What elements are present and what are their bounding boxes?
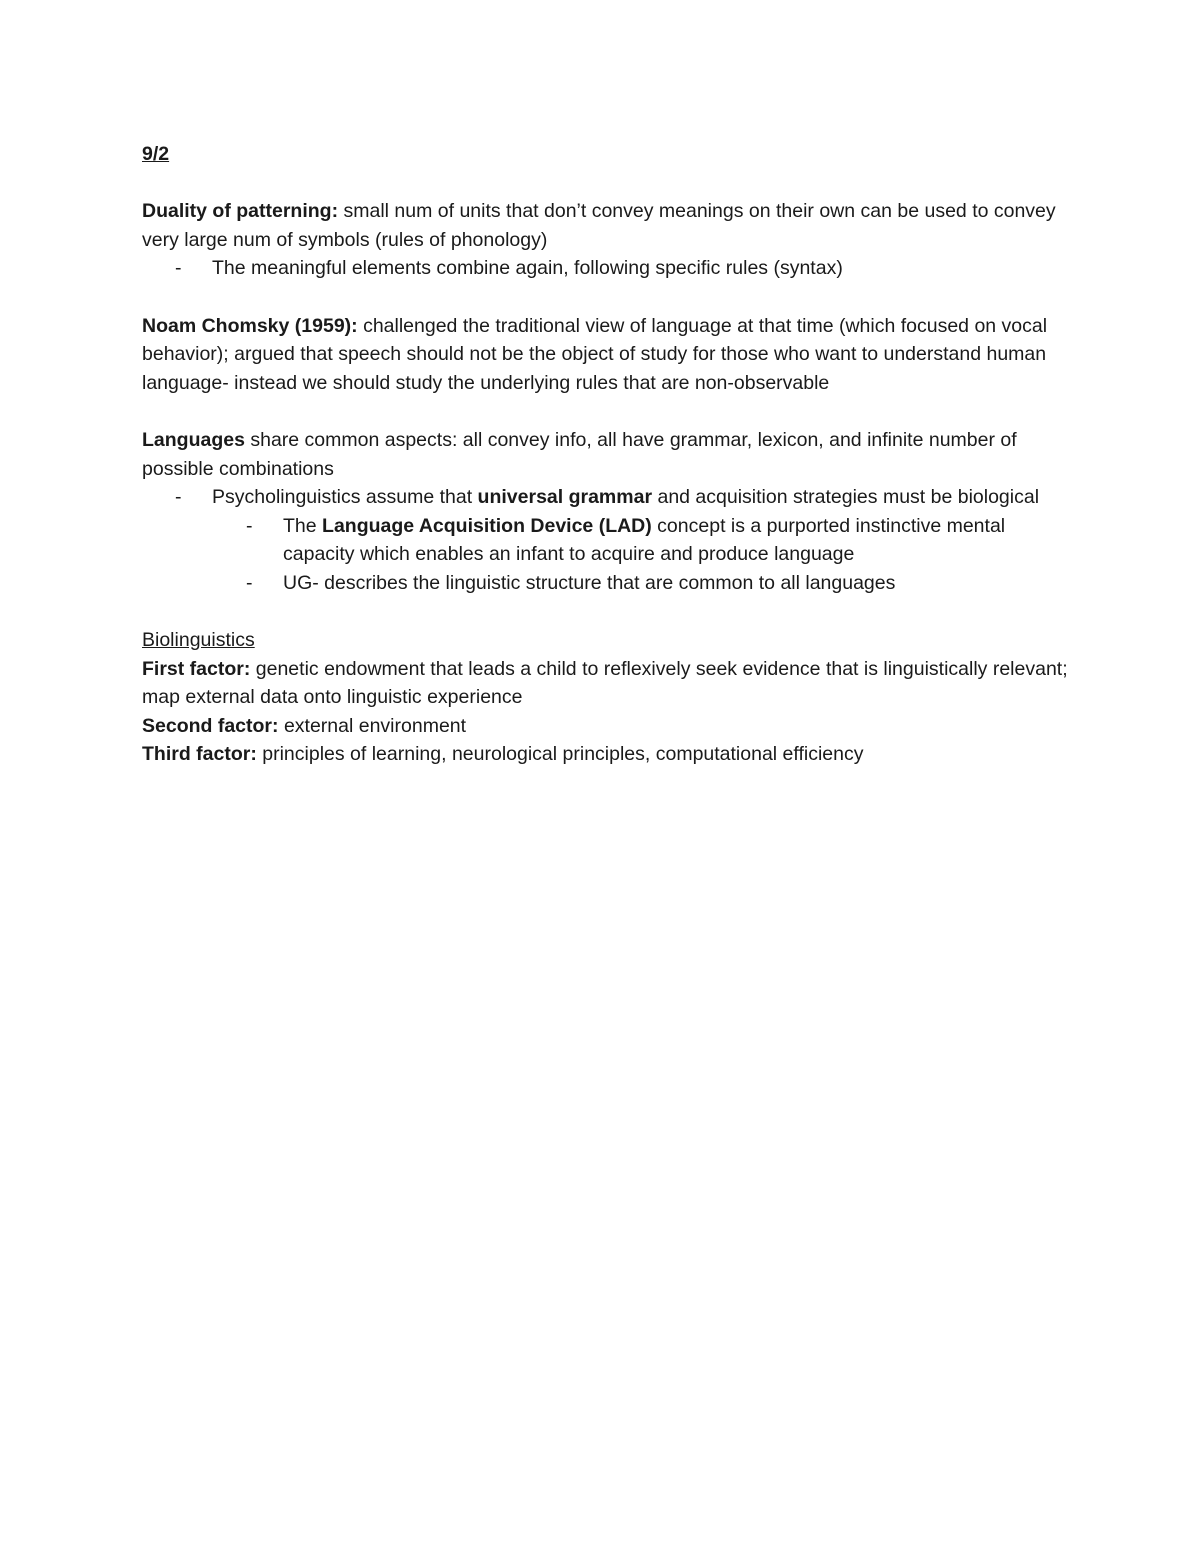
chomsky-term: Noam Chomsky (1959):: [142, 314, 358, 337]
languages-term: Languages: [142, 428, 245, 451]
languages-list: [142, 483, 1072, 597]
duality-text: small num of units that don’t convey meanings on their own can be used to convey very large num of symbols (rules of phonology): [142, 200, 1056, 251]
duality-sub-text: The meaningful elements combine again, following specific rules (syntax): [212, 257, 843, 280]
languages-sub1-pre: Psycholinguistics assume that: [212, 486, 478, 509]
chomsky-paragraph: [142, 312, 1072, 398]
third-factor-paragraph: [142, 740, 1072, 769]
document-page: [142, 140, 1072, 769]
chomsky-text: challenged the traditional view of language at that time (which focused on vocal behavior); argued that speech should not be the object of study for those who want to understand human language- instead we should study the underlying rules that are non-observable: [142, 314, 1048, 394]
first-factor-text: genetic endowment that leads a child to reflexively seek evidence that is linguistically relevant; map external data onto linguistic experience: [142, 657, 1068, 709]
list-item: [175, 483, 1072, 597]
first-factor-paragraph: [142, 655, 1072, 712]
dash-marker: -: [175, 486, 182, 509]
third-factor-text: principles of learning, neurological principles, computational efficiency: [256, 743, 864, 766]
duality-paragraph: [142, 197, 1072, 254]
section-duality: [142, 197, 1072, 283]
section-languages: [142, 426, 1072, 598]
list-item: [246, 512, 1072, 569]
section-chomsky: [142, 312, 1072, 398]
lad-term: Language Acquisition Device (LAD): [322, 514, 652, 537]
languages-sub1-post: and acquisition strategies must be biological: [652, 486, 1040, 509]
languages-paragraph: [142, 426, 1072, 483]
biolinguistics-heading: Biolinguistics: [142, 629, 255, 652]
second-factor-paragraph: [142, 712, 1072, 741]
list-item: [175, 254, 1072, 283]
dash-marker: -: [175, 257, 182, 280]
second-factor-term: Second factor:: [142, 714, 279, 737]
universal-grammar-term: universal grammar: [477, 486, 653, 509]
lad-pre: The: [283, 514, 323, 537]
lad-post: concept is a purported instinctive mental capacity which enables an infant to acquire and produce language: [283, 514, 1006, 566]
languages-text: share common aspects: all convey info, all have grammar, lexicon, and infinite number of possible combinations: [142, 428, 1017, 480]
duality-term: Duality of patterning:: [142, 200, 339, 223]
dash-marker: -: [246, 571, 253, 594]
third-factor-term: Third factor:: [142, 743, 257, 766]
second-factor-text: external environment: [278, 714, 467, 737]
ug-text: UG- describes the linguistic structure that are common to all languages: [283, 571, 896, 594]
languages-nested-list: [212, 512, 1072, 598]
duality-list: [142, 254, 1072, 283]
list-item: [246, 569, 1072, 598]
note-date: 9/2: [142, 143, 170, 165]
dash-marker: -: [246, 514, 253, 537]
section-biolinguistics: [142, 626, 1072, 769]
first-factor-term: First factor:: [142, 657, 251, 680]
